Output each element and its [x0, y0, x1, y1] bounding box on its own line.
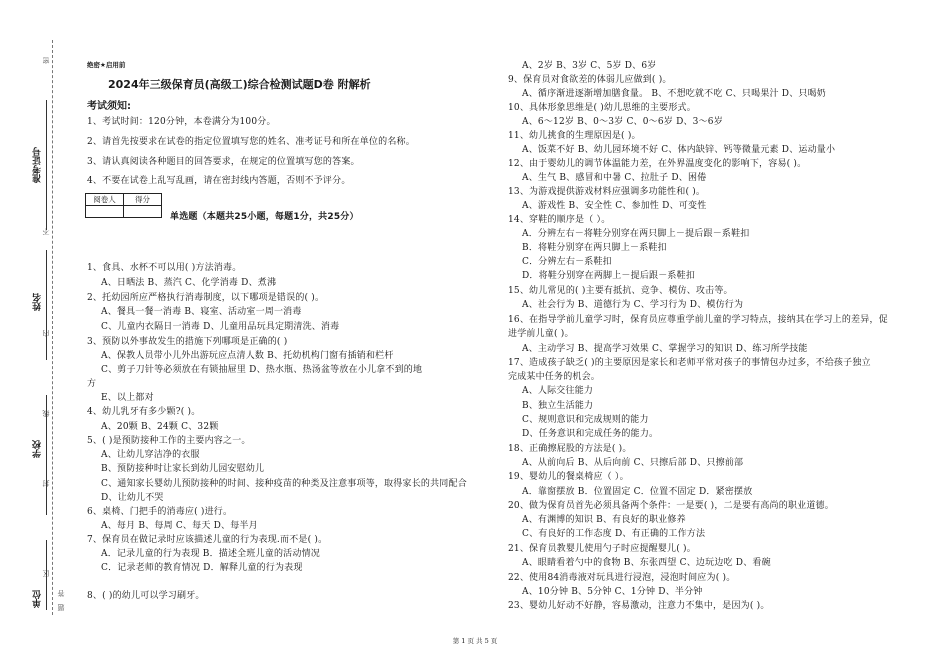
- notice-heading: 考试须知:: [87, 101, 131, 112]
- option-line: C．记录老师的教育情况 D．解释儿童的行为表现: [101, 563, 303, 573]
- score-table-grader: 阅卷人: [86, 194, 124, 206]
- option-line: C、通知家长婴幼儿预防接种的时间、接种疫苗的种类及注意事项等，取得家长的共同配合: [101, 479, 467, 489]
- question-line: 6、桌椅、门把手的消毒应( )进行。: [87, 507, 233, 517]
- page-title: 2024年三级保育员(高级工)综合检测试题D卷 附解析: [108, 78, 371, 91]
- option-line: A、6～12岁 B、0～3岁 C、0～6岁 D、3～6岁: [522, 117, 723, 127]
- question-line: 4、幼儿乳牙有多少颗?( )。: [87, 407, 201, 417]
- option-line: C、剪子刀针等必须放在有锁抽屉里 D、热水瓶、热汤盆等放在小儿拿不到的地: [101, 365, 423, 375]
- option-line: A、日晒法 B、蒸汽 C、化学消毒 D、煮沸: [101, 278, 277, 288]
- question-line: 16、在指导学前儿童学习时，保育员应尊重学前儿童的学习特点，接纳其在学习上的差异，促: [508, 315, 888, 325]
- question-line: 9、保育员对食欲差的体弱儿应做到( )。: [508, 75, 672, 85]
- secret-mark: 绝密★启用前: [87, 61, 126, 69]
- question-line: 完成某中任务的机会。: [508, 372, 601, 382]
- score-table-grader-cell: [86, 206, 124, 218]
- notice-item: 1、考试时间：120分钟，本卷满分为100分。: [87, 117, 276, 127]
- binding-mark-ti: 题: [57, 604, 65, 611]
- school-line: [46, 395, 47, 515]
- option-line: A、饭菜不好 B、幼儿园环境不好 C、体内缺锌、钙等微量元素 D、运动量小: [522, 145, 836, 155]
- label-name: 姓名: [33, 293, 43, 311]
- option-line: A、人际交往能力: [522, 386, 594, 396]
- binding-mark-qu: 区: [42, 570, 50, 577]
- notice-item: 2、请首先按要求在试卷的指定位置填写您的姓名、准考证号和所在单位的名称。: [87, 137, 415, 147]
- option-line: B．将鞋分别穿在两只脚上－系鞋扣: [522, 243, 667, 253]
- question-line: 8、( )的幼儿可以学习刷牙。: [87, 591, 205, 601]
- option-line: B、独立生活能力: [522, 401, 594, 411]
- question-line: 21、保育员教婴儿使用勺子时应提醒婴儿( )。: [508, 544, 696, 554]
- option-line: A、生气 B、感冒和中暑 C、拉肚子 D、困倦: [522, 173, 707, 183]
- binding-mark-nei: 内: [42, 330, 50, 337]
- label-exam-number: 准考证号: [33, 147, 43, 183]
- option-line: A．记录儿童的行为表现 B．描述全班儿童的活动情况: [101, 549, 320, 559]
- option-line: D、任务意识和完成任务的能力。: [522, 429, 659, 439]
- option-line: B、预防接种时让家长到幼儿园安慰幼儿: [101, 464, 265, 474]
- question-line: 13、为游戏提供游戏材料应强调多功能性和( )。: [508, 187, 706, 197]
- notice-item: 4、不要在试卷上乱写乱画，请在密封线内答题，否则不予评分。: [87, 176, 351, 186]
- option-line: A、10分钟 B、5分钟 C、1分钟 D、半分钟: [522, 587, 703, 597]
- question-line: 3、预防以外事故发生的措施下列哪项是正确的( ): [87, 337, 288, 347]
- option-line: C、规则意识和完成规则的能力: [522, 415, 649, 425]
- score-table-score: 得分: [124, 194, 162, 206]
- binding-line: [52, 40, 53, 615]
- question-line: 18、正确擦屁股的方法是( )。: [508, 444, 632, 454]
- option-line: C、有良好的工作态度 D、有正确的工作方法: [522, 529, 706, 539]
- question-line: 15、幼儿常见的( )主要有抵抗、竞争、模仿、攻击等。: [508, 286, 733, 296]
- question-line: 23、婴幼儿好动不好静，容易激动，注意力不集中，是因为( )。: [508, 601, 770, 611]
- option-line: C．分辨左右－系鞋扣: [522, 257, 612, 267]
- question-line: 2、托幼园所应严格执行消毒制度，以下哪项是错误的( )。: [87, 293, 325, 303]
- question-line: 进学前儿童( )。: [508, 329, 574, 339]
- option-line: A、社会行为 B、道德行为 C、学习行为 D、模仿行为: [522, 300, 744, 310]
- question-line: 17、造成孩子缺乏( )的主要原因是家长和老师平常对孩子的事情包办过多，不给孩子独立: [508, 358, 871, 368]
- binding-mark-feng: 封: [42, 480, 50, 487]
- option-line: A、让幼儿穿洁净的衣服: [101, 450, 200, 460]
- option-line: A、每月 B、每周 C、每天 D、每半月: [101, 521, 258, 531]
- question-line: 20、做为保育员首先必须具备两个条件：一是要( )，二是要有高尚的职业道德。: [508, 501, 834, 511]
- option-line: A、主动学习 B、提高学习效果 C、掌握学习的知识 D、练习所学技能: [522, 344, 808, 354]
- question-line: 11、幼儿挑食的生理原因是( )。: [508, 131, 641, 141]
- question-line: 5、( )是预防接种工作的主要内容之一。: [87, 436, 251, 446]
- option-line: C、儿童内衣隔日一消毒 D、儿童用品玩具定期清洗、消毒: [101, 322, 340, 332]
- label-unit: 单位: [33, 590, 43, 608]
- option-line: A、餐具一餐一消毒 B、寝室、活动室一周一消毒: [101, 307, 302, 317]
- option-line: A、循序渐进逐渐增加膳食量。 B、不想吃就不吃 C、只喝果汁 D、只喝奶: [522, 89, 826, 99]
- score-table-score-cell: [124, 206, 162, 218]
- binding-mark-da: 答: [57, 590, 65, 597]
- name-line: [46, 250, 47, 360]
- question-line: 7、保育员在做记录时应该描述儿童的行为表现.而不是( )。: [87, 535, 328, 545]
- exam-number-line: [46, 100, 47, 230]
- score-table: [85, 193, 162, 218]
- notice-item: 3、请认真阅读各种题目的回答要求，在规定的位置填写您的答案。: [87, 157, 360, 167]
- question-line: 1、食具、水杯不可以用( )方法消毒。: [87, 263, 242, 273]
- option-line: D．将鞋分别穿在两脚上－提后跟－系鞋扣: [522, 271, 696, 281]
- option-line: A、2岁 B、3岁 C、5岁 D、6岁: [522, 61, 657, 71]
- option-line: A、有渊博的知识 B、有良好的职业修养: [522, 515, 686, 525]
- binding-mark-xian: 线: [42, 410, 50, 417]
- option-line: A、从前向后 B、从后向前 C、只擦后部 D、只擦前部: [522, 458, 744, 468]
- section-heading: 单选题（本题共25小题，每题1分，共25分）: [170, 212, 359, 222]
- binding-mark-bu: 不: [42, 228, 50, 235]
- binding-mark-mi: 密: [42, 57, 50, 64]
- question-line: 19、婴幼儿的餐桌椅应（ ）。: [508, 472, 629, 482]
- option-line: A、游戏性 B、安全性 C、参加性 D、可变性: [522, 201, 707, 211]
- unit-line: [46, 540, 47, 610]
- option-line: A、眼睛看着勺中的食物 B、东张西望 C、边玩边吃 D、看碗: [522, 558, 771, 568]
- option-line: A、保教人员带小儿外出游玩应点清人数 B、托幼机构门窗有插销和栏杆: [101, 351, 394, 361]
- page-footer: 第 1 页 共 5 页: [452, 637, 498, 645]
- option-line: A、20颗 B、24颗 C、32颗: [101, 422, 219, 432]
- option-line: E、以上都对: [101, 393, 154, 403]
- option-line: A．分辨左右－将鞋分别穿在两只脚上－提后跟－系鞋扣: [522, 229, 750, 239]
- question-line: 14、穿鞋的顺序是（ ）。: [508, 215, 611, 225]
- option-line: A．靠窗摆放 B．位置固定 C．位置不固定 D．紧密摆放: [522, 487, 753, 497]
- label-school: 学校: [33, 440, 43, 458]
- option-line: 方: [87, 379, 97, 389]
- option-line: D、让幼儿不哭: [101, 493, 164, 503]
- question-line: 10、具体形象思维是( )幼儿思维的主要形式。: [508, 103, 696, 113]
- question-line: 22、使用84消毒液对玩具进行浸泡，浸泡时间应为( )。: [508, 573, 736, 583]
- question-line: 12、由于婴幼儿的调节体温能力差，在外界温度变化的影响下，容易( )。: [508, 159, 807, 169]
